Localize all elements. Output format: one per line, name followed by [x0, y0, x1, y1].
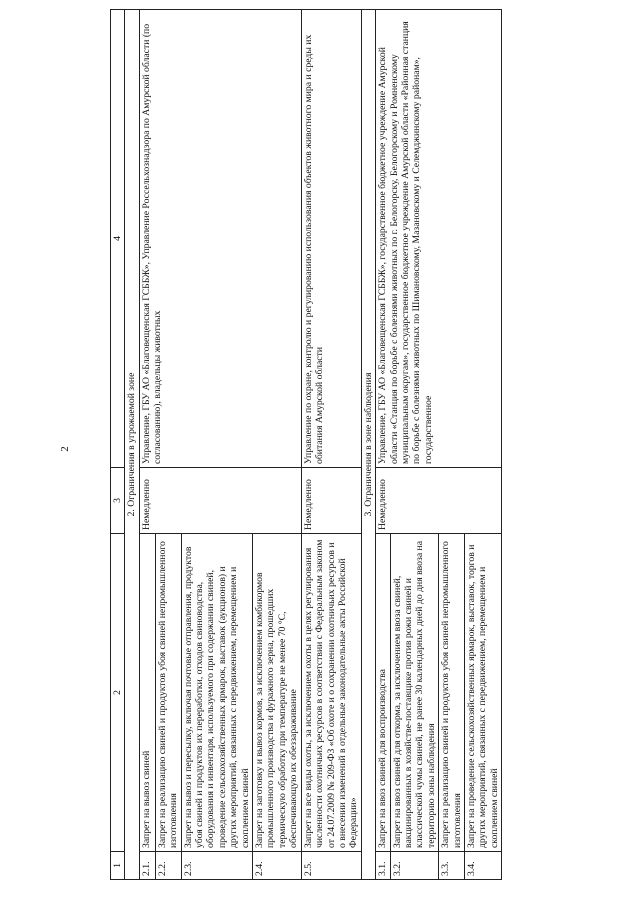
responsible-cell: Управление, ГБУ АО «Благовещенская ГСББЖ», государственное бюджетное учреждение Амурской области «Станция по борьбе с болезнями животных по г. Белогорску, Белогорскому и Ромненскому муниципальным округам», государственное бюджетное учреждение Амурской области «Районная станция по борьбе с болезнями животных по Шимановскому, Мазановскому и Селемджинскому районам», государственное [376, 10, 502, 468]
measure-text: Запрет на проведение сельскохозяйственных ярмарок, выставок, торгов и других мероприятий, связанных с передвижением, перемещением и скоплением свиней [464, 534, 501, 852]
header-cell: 1 [111, 852, 125, 880]
term-cell: Немедленно [376, 468, 502, 534]
row-number: 3.3. [439, 852, 465, 880]
header-row [111, 10, 125, 880]
section-row [125, 10, 139, 880]
row-number: 3.4. [464, 852, 501, 880]
row-number: 2.3. [181, 852, 252, 880]
row-number: 3.1. [376, 852, 390, 880]
row-number: 2.1. [139, 852, 155, 880]
row-number: 2.4. [253, 852, 302, 880]
term-cell: Немедленно [301, 468, 361, 534]
row-number: 2.5. [301, 852, 361, 880]
measure-text: Запрет на все виды охоты, за исключением охоты в целях регулирования численности охотничьих ресурсов в соответствии с Федеральным законом от 24.07.2009 № 209-ФЗ «Об охоте и о сохранении охотничьих ресурсов и о внесении изменений в отдельные законодательные акты Российской Федерации» [301, 534, 361, 852]
measure-text: Запрет на ввоз свиней для откорма, за исключением ввоза свиней, вакцинированных в хозяйстве-поставщике против рожи свиней и классической чумы свиней, не ранее 30 календарных дней до дня ввоза на территорию зоны наблюдения [390, 534, 439, 852]
table-row [376, 10, 390, 880]
measure-text: Запрет на вывоз и пересылку, включая почтовые отправления, продуктов убоя свиней и продуктов их переработки, отходов свиноводства, оборудования и инвентаря, используемого при содержании свиней, проведение сельскохозяйственных ярмарок, выставок (аукционов) и других мероприятий, связанных с передвижением, перемещением и скоплением свиней [181, 534, 252, 852]
term-cell: Немедленно [139, 468, 301, 534]
header-cell: 4 [111, 10, 125, 468]
rotated-page [110, 10, 640, 880]
section-title: 3. Ограничения в зоне наблюдения [361, 10, 375, 880]
header-cell: 3 [111, 468, 125, 534]
section-title: 2. Ограничения в угрожаемой зоне [125, 10, 139, 880]
row-number: 2.2. [155, 852, 181, 880]
measure-text: Запрет на вывоз свиней [139, 534, 155, 852]
responsible-cell: Управление, ГБУ АО «Благовещенская ГСББЖ», Управление Россельхознадзора по Амурской области (по согласованию), владельцы животных [139, 10, 301, 468]
measure-text: Запрет на реализацию свиней и продуктов убоя свиней непромышленного изготовления [439, 534, 465, 852]
measure-text: Запрет на реализацию свиней и продуктов убоя свиней непромышленного изготовления [155, 534, 181, 852]
row-number: 3.2. [390, 852, 439, 880]
page-number: 2 [58, 446, 71, 452]
measure-text: Запрет на заготовку и вывоз кормов, за исключением комбикормов промышленного производства и фуражного зерна, прошедших термическую обработку при температуре не менее 70 °С, обеспечивающую их обеззараживание [253, 534, 302, 852]
measures-table [110, 9, 502, 880]
table-row [301, 10, 361, 880]
measure-text: Запрет на ввоз свиней для воспроизводства [376, 534, 390, 852]
header-cell: 2 [111, 534, 125, 852]
responsible-cell: Управление по охране, контролю и регулированию использования объектов животного мира и среды их обитания Амурской области [301, 10, 361, 468]
table-row [139, 10, 155, 880]
section-row [361, 10, 375, 880]
